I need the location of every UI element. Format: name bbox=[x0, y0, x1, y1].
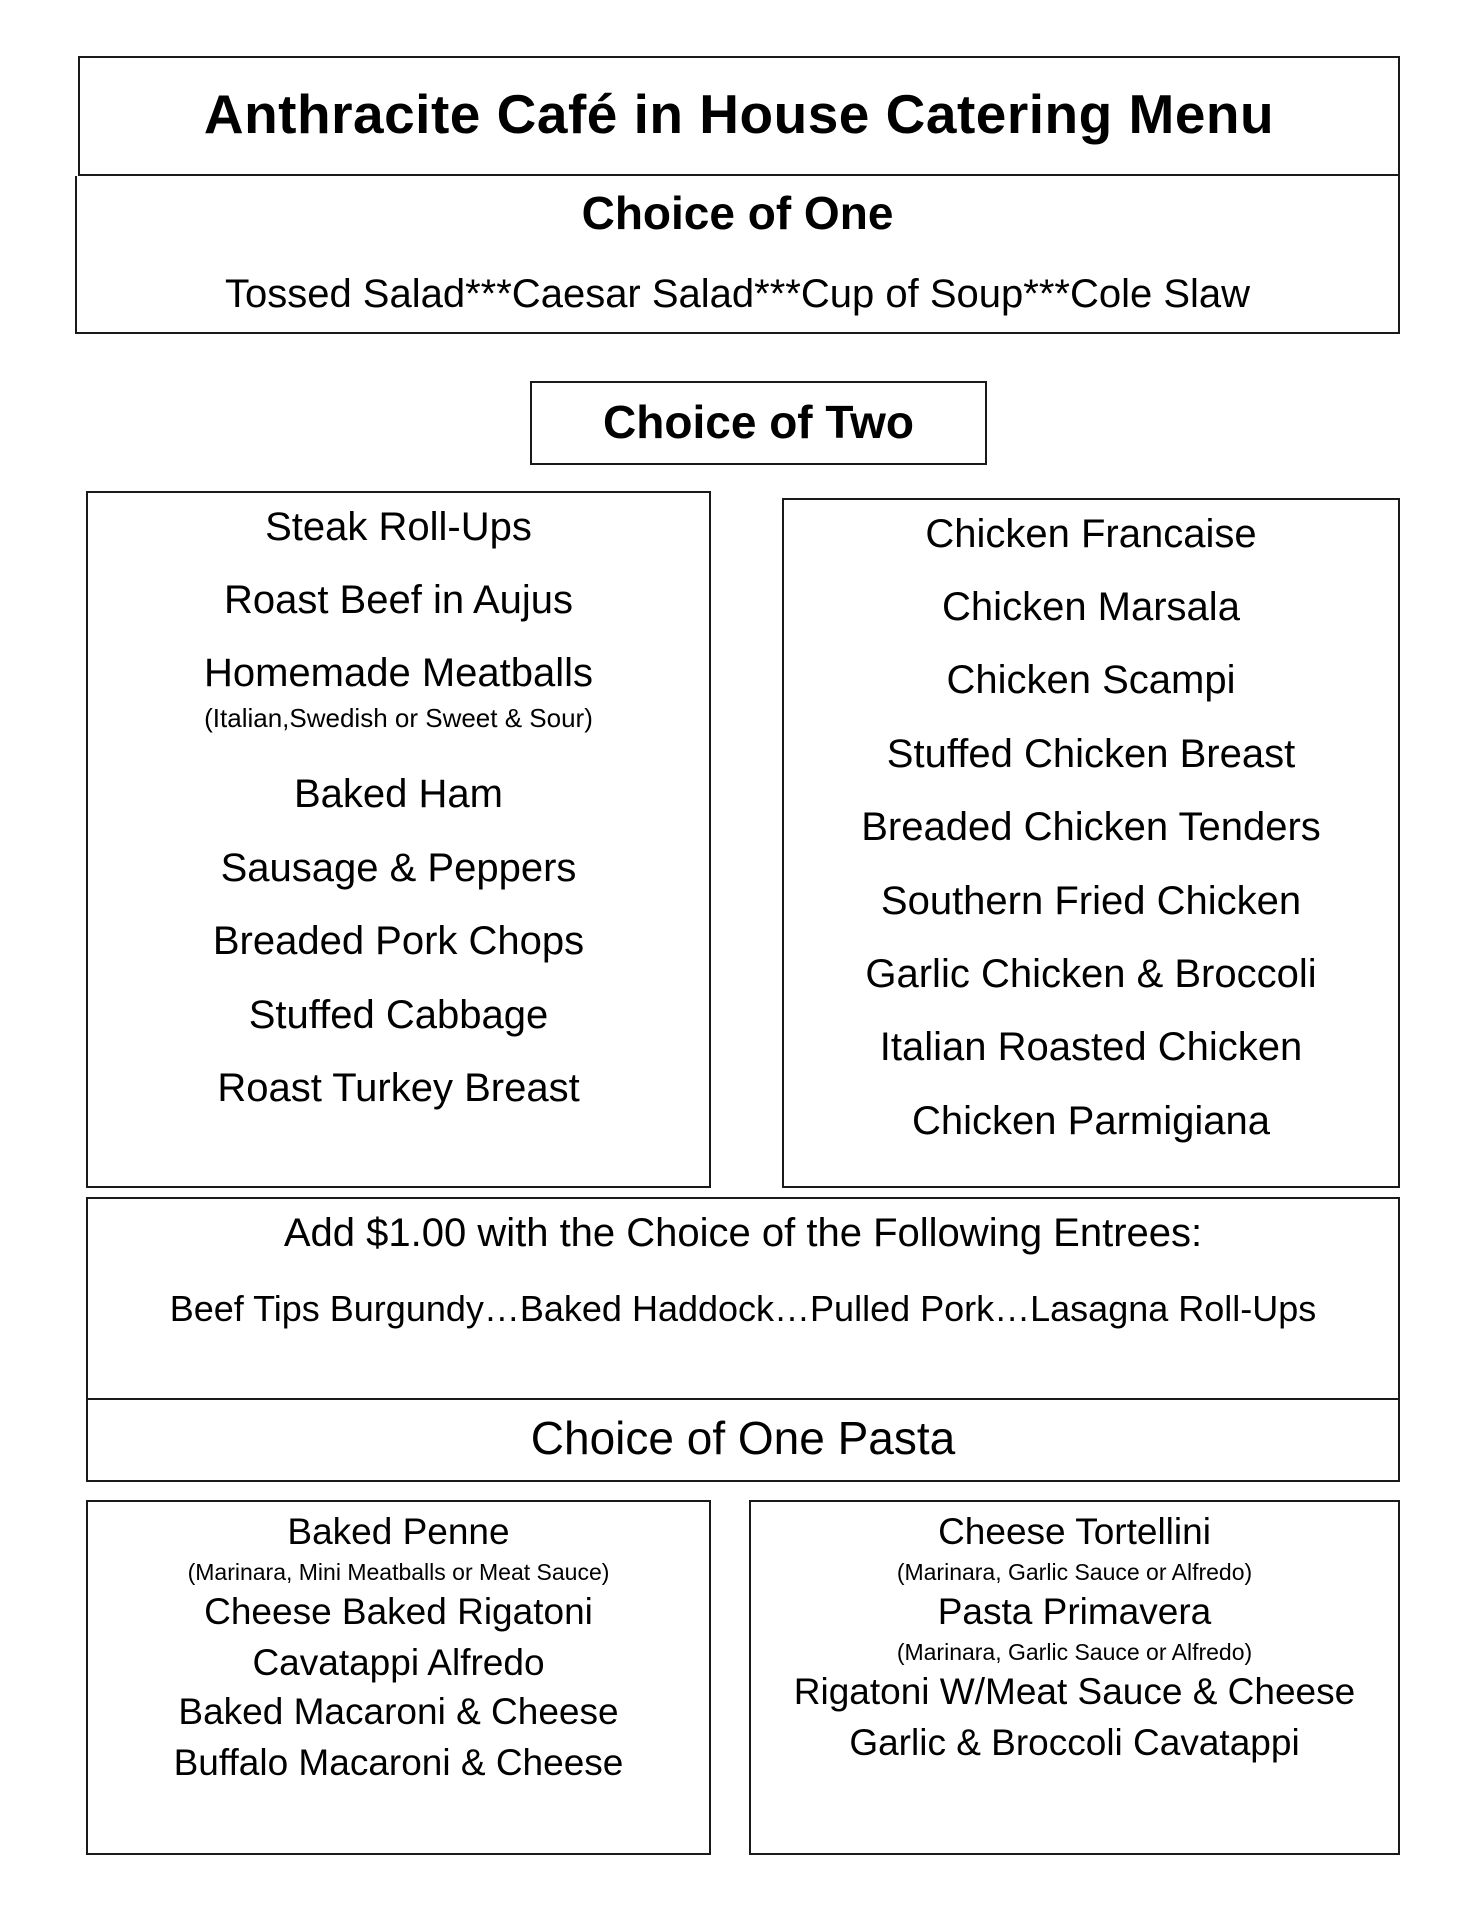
choice-two-heading: Choice of Two bbox=[603, 396, 914, 448]
entree-item: Roast Turkey Breast bbox=[217, 1066, 580, 1110]
entree-item: Steak Roll-Ups bbox=[265, 505, 532, 549]
pasta-note: (Marinara, Garlic Sauce or Alfredo) bbox=[896, 1559, 1253, 1585]
pasta-item: Garlic & Broccoli Cavatappi bbox=[849, 1722, 1300, 1763]
pasta-heading-box bbox=[86, 1398, 1400, 1482]
entree-item: Stuffed Chicken Breast bbox=[886, 732, 1296, 776]
upgrade-heading: Add $1.00 with the Choice of the Following Entrees: bbox=[283, 1211, 1203, 1255]
starter-heading: Choice of One bbox=[581, 187, 894, 239]
menu-title-box bbox=[78, 56, 1400, 176]
entree-item: Chicken Scampi bbox=[946, 658, 1236, 702]
pasta-note: (Marinara, Garlic Sauce or Alfredo) bbox=[896, 1639, 1253, 1665]
entree-item: Italian Roasted Chicken bbox=[879, 1025, 1303, 1069]
pasta-item: Pasta Primavera bbox=[937, 1591, 1212, 1632]
meat-entrees-section bbox=[86, 491, 711, 1188]
entree-item: Stuffed Cabbage bbox=[248, 993, 549, 1037]
chicken-entrees-section bbox=[782, 498, 1400, 1188]
pasta-item: Rigatoni W/Meat Sauce & Cheese bbox=[793, 1671, 1356, 1712]
menu-title: Anthracite Café in House Catering Menu bbox=[203, 83, 1275, 145]
entree-item: Sausage & Peppers bbox=[220, 846, 577, 890]
choice-two-heading-box bbox=[530, 381, 987, 465]
pasta-right-section bbox=[749, 1500, 1400, 1855]
entree-item: Breaded Chicken Tenders bbox=[861, 805, 1321, 849]
pasta-item: Buffalo Macaroni & Cheese bbox=[173, 1742, 624, 1783]
entree-item: Homemade Meatballs bbox=[203, 651, 594, 695]
entree-item: Baked Ham bbox=[294, 772, 503, 816]
pasta-left-section bbox=[86, 1500, 711, 1855]
pasta-item: Cheese Tortellini bbox=[938, 1511, 1211, 1552]
pasta-item: Baked Penne bbox=[287, 1511, 510, 1552]
upgrade-items: Beef Tips Burgundy…Baked Haddock…Pulled Pork…Lasagna Roll-Ups bbox=[169, 1288, 1317, 1329]
pasta-item: Baked Macaroni & Cheese bbox=[178, 1691, 619, 1732]
pasta-item: Cheese Baked Rigatoni bbox=[204, 1591, 593, 1632]
entree-item: Garlic Chicken & Broccoli bbox=[865, 952, 1317, 996]
pasta-note: (Marinara, Mini Meatballs or Meat Sauce) bbox=[187, 1559, 610, 1585]
entree-item: Chicken Parmigiana bbox=[912, 1099, 1270, 1143]
upgrade-section bbox=[86, 1197, 1400, 1400]
starter-items: Tossed Salad***Caesar Salad***Cup of Soup***Cole Slaw bbox=[224, 272, 1251, 316]
entree-item: Southern Fried Chicken bbox=[880, 879, 1302, 923]
pasta-heading: Choice of One Pasta bbox=[530, 1412, 956, 1464]
starter-section bbox=[75, 176, 1400, 334]
entree-item: Chicken Marsala bbox=[942, 585, 1240, 629]
entree-item: Roast Beef in Aujus bbox=[223, 578, 574, 622]
pasta-item: Cavatappi Alfredo bbox=[252, 1642, 545, 1683]
entree-item: Breaded Pork Chops bbox=[212, 919, 585, 963]
entree-item: Chicken Francaise bbox=[925, 512, 1257, 556]
entree-note: (Italian,Swedish or Sweet & Sour) bbox=[204, 703, 593, 733]
